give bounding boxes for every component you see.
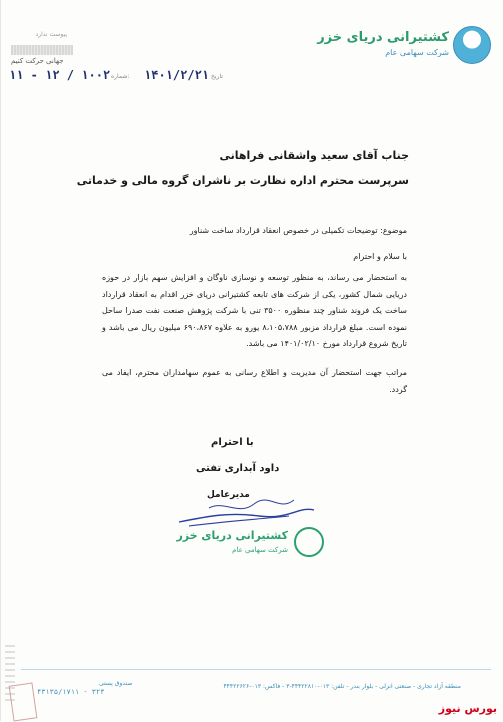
number-label: شماره: xyxy=(111,73,130,80)
stamp-company-name: کشتیرانی دریای خزر xyxy=(176,529,288,542)
body-paragraph-1: به استحضار می رساند، به منظور توسعه و نوسازی ناوگان و افزایش سهم بازار در حوزه دریایی شمال کشور، یکی از شرکت های تابعه کشتیرانی دریای خزر اقدام به انعقاد قرارداد ساخت یک فروند شناور چند منظوره ۳۵۰۰ تنی با شرکت پژوهش صنعت نفت صدرا ساحل نموده است. مبلغ قرارداد مزبور ۸،۱۰۵،۷۸۸ یورو به علاوه ۶۹۰،۸۶۷ میلیون ریال می باشد و تاریخ شروع قرارداد مورخ ۱۴۰۱/۰۲/۱۰ می باشد. xyxy=(102,273,408,348)
footer-pobox-value: ۴۳۱۳۵/۱۷۱۱ - ۳۲۴ xyxy=(37,688,105,696)
stamp-emblem-icon xyxy=(294,527,324,557)
attachment-label: پیوست ندارد xyxy=(35,31,67,38)
closing-salutation: با احترام xyxy=(211,437,254,448)
received-stamp-mark xyxy=(11,45,73,55)
signatory-title: مدیرعامل xyxy=(207,490,250,500)
date-value: ۱۴۰۱/۲/۲۱ xyxy=(144,68,210,82)
company-stamp xyxy=(176,527,324,561)
stamp-company-type: شرکت سهامی عام xyxy=(232,546,288,554)
news-watermark: بورس نیوز xyxy=(438,702,497,715)
body-paragraph-2: مراتب جهت استحضار آن مدیریت و اطلاع رسانی به عموم سهامداران محترم، ایفاد می گردد. xyxy=(102,368,407,394)
logo-company-type: شرکت سهامی عام xyxy=(385,48,449,57)
footer-pobox-label: صندوق پستی xyxy=(99,680,133,687)
footer-divider xyxy=(21,669,491,670)
recipient-name: جناب آقای سعید واشقانی فراهانی xyxy=(219,149,409,162)
recipient-title: سرپرست محترم اداره نظارت بر ناشران گروه مالی و خدماتی xyxy=(76,174,409,187)
postage-stamp-icon xyxy=(9,683,38,722)
letter-subject: موضوع: توضیحات تکمیلی در خصوص انعقاد قرارداد ساخت شناور xyxy=(189,226,407,235)
signatory-name: داود آبداری تفتی xyxy=(196,463,280,474)
date-label: تاریخ xyxy=(211,73,223,80)
company-motto: جهانی حرکت کنیم xyxy=(11,57,64,65)
letter-number: ۱۱ - ۱۲ / ۱۰۰۲ xyxy=(9,68,111,82)
company-logo xyxy=(317,26,491,66)
logo-company-name: کشتیرانی دریای خزر xyxy=(317,30,449,45)
ship-wave-emblem-icon xyxy=(453,26,491,64)
footer-address: منطقه آزاد تجاری - صنعتی انزلی - بلوار بندر - تلفن: ۰۱۳-۴۴۴۲۲۸۱۰-۳ - فاکس: ۰۱۳-۴۴۴۲۲۶۲۶ xyxy=(223,683,461,690)
greeting: با سلام و احترام xyxy=(353,252,407,261)
